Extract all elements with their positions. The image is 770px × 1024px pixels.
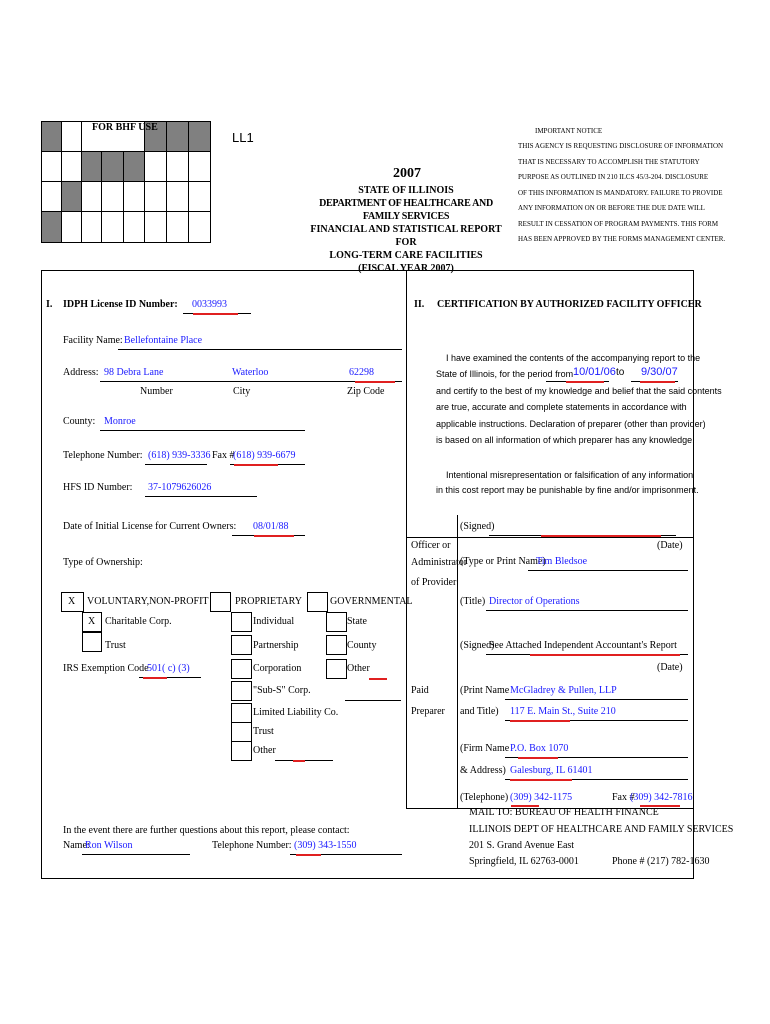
notice-title: IMPORTANT NOTICE [535, 127, 603, 135]
underline [345, 700, 401, 701]
certification-title: CERTIFICATION BY AUTHORIZED FACILITY OFFICER [437, 299, 702, 310]
notice-line: PURPOSE AS OUTLINED IN 210 ILCS 45/3-204. DISCLOSURE [518, 173, 709, 181]
mail-line: 201 S. Grand Avenue East [469, 840, 575, 851]
facility-label: Facility Name: [63, 335, 123, 346]
signed-label: (Signed) [460, 521, 495, 532]
license-label: IDPH License ID Number: [63, 299, 178, 310]
red-underline [254, 535, 294, 537]
address-value[interactable]: Galesburg, IL 61401 [510, 765, 593, 776]
form-year: 2007 [393, 166, 421, 181]
facility-value[interactable]: Bellefontaine Place [124, 335, 203, 346]
grid-cell [41, 151, 62, 182]
print-name-value[interactable]: McGladrey & Pullen, LLP [510, 685, 617, 696]
prop-other-checkbox[interactable] [231, 741, 252, 761]
header-line: (FISCAL YEAR 2007) [358, 263, 454, 274]
prop-item-label: Individual [253, 616, 295, 627]
period-to-word: to [616, 367, 625, 378]
grid-cell [166, 211, 189, 243]
red-underline [530, 654, 680, 656]
mail-line: MAIL TO: BUREAU OF HEALTH FINANCE [469, 807, 659, 818]
phone-value[interactable]: (618) 939-3336 [148, 450, 211, 461]
prop-trust-checkbox[interactable] [231, 722, 252, 742]
officer-label: Administrator [411, 557, 468, 568]
red-underline [541, 535, 661, 537]
address-label: & Address) [460, 765, 506, 776]
grid-cell [188, 181, 211, 212]
paid-preparer-label: Paid [411, 685, 429, 696]
hfs-label: HFS ID Number: [63, 482, 133, 493]
address-label: Address: [63, 367, 99, 378]
trust-checkbox[interactable] [82, 632, 102, 652]
red-underline [510, 779, 572, 781]
mail-phone: Phone # (217) 782-1630 [612, 856, 710, 867]
fax-2-label: Fax # [612, 792, 635, 803]
phone-label: Telephone Number: [63, 450, 143, 461]
officer-label: Officer or [411, 540, 451, 551]
notice-line: THIS AGENCY IS REQUESTING DISCLOSURE OF INFORMATION [518, 142, 724, 150]
type-name-value[interactable]: Tim Bledsoe [536, 556, 588, 567]
license-value[interactable]: 0033993 [192, 299, 227, 310]
sub-s-checkbox[interactable] [231, 681, 252, 701]
contact-name-label: Name: [63, 840, 90, 851]
paid-preparer-label: Preparer [411, 706, 445, 717]
fax-2-value[interactable]: (309) 342-7816 [630, 792, 693, 803]
trust-label: Trust [105, 640, 126, 651]
red-underline [193, 313, 238, 315]
grid-cell [166, 151, 189, 182]
telephone-value[interactable]: (309) 342-1175 [510, 792, 573, 803]
proprietary-label: PROPRIETARY [235, 596, 302, 607]
governmental-checkbox[interactable] [307, 592, 328, 612]
header-line: DEPARTMENT OF HEALTHCARE AND FAMILY SERVICES [319, 198, 493, 222]
state-checkbox[interactable] [326, 612, 347, 632]
llc-checkbox[interactable] [231, 703, 252, 723]
underline [486, 610, 688, 611]
grid-cell [166, 121, 189, 152]
date-2-label: (Date) [657, 662, 683, 673]
section-1-numeral: I. [46, 299, 53, 310]
underline [145, 496, 257, 497]
contact-text: In the event there are further questions about this report, please contact: [63, 825, 350, 836]
grid-cell [166, 181, 189, 212]
firm-value[interactable]: P.O. Box 1070 [510, 743, 569, 754]
gov-item-label: State [347, 616, 367, 627]
nonprofit-label: VOLUNTARY,NON-PROFIT [87, 596, 209, 607]
grid-cell [101, 211, 124, 243]
cert-line: and certify to the best of my knowledge and belief that the said contents [436, 386, 722, 396]
corporation-checkbox[interactable] [231, 659, 252, 679]
red-underline [518, 757, 558, 759]
period-to-value[interactable]: 9/30/07 [641, 366, 678, 378]
city-value[interactable]: Waterloo [232, 367, 269, 378]
grid-cell [81, 151, 102, 182]
underline [145, 464, 207, 465]
type-name-label: (Type or Print Name) [460, 556, 546, 567]
charitable-mark: X [88, 616, 96, 627]
nonprofit-mark: X [68, 596, 76, 607]
grid-cell [188, 121, 211, 152]
and-title-label: and Title) [460, 706, 499, 717]
grid-cell [123, 151, 145, 182]
prop-item-label: Corporation [253, 663, 302, 674]
grid-cell [81, 211, 102, 243]
title-label: (Title) [460, 596, 486, 607]
header-line: STATE OF ILLINOIS [358, 185, 454, 196]
cert-line: is based on all information of which preparer has any knowledge. [436, 435, 695, 445]
grid-cell [81, 181, 102, 212]
header-line: FINANCIAL AND STATISTICAL REPORT FOR [310, 224, 502, 248]
hfs-value[interactable]: 37-1079626026 [148, 482, 212, 493]
grid-cell [188, 151, 211, 182]
cert-line: are true, accurate and complete statements in accordance with [436, 402, 687, 412]
grid-cell [101, 181, 124, 212]
irs-value[interactable]: 501( c) (3) [147, 663, 190, 674]
irs-label: IRS Exemption Code [63, 663, 149, 674]
initial-license-value[interactable]: 08/01/88 [253, 521, 289, 532]
print-name-label: (Print Name [460, 685, 510, 696]
header-line: LONG-TERM CARE FACILITIES [329, 250, 483, 261]
grid-cell [144, 211, 167, 243]
underline [528, 570, 688, 571]
grid-cell [123, 181, 145, 212]
cert-line: I have examined the contents of the accompanying report to the [446, 353, 701, 363]
partnership-checkbox[interactable] [231, 635, 252, 655]
ownership-label: Type of Ownership: [63, 557, 143, 568]
charitable-label: Charitable Corp. [105, 616, 172, 627]
grid-cell [61, 151, 82, 182]
gov-item-label: Other [347, 663, 370, 674]
number-caption: Number [140, 386, 173, 397]
warning-line: Intentional misrepresentation or falsification of any information [446, 470, 694, 480]
notice-line: ANY INFORMATION ON OR BEFORE THE DUE DATE WILL [518, 204, 705, 212]
grid-cell [61, 121, 82, 152]
governmental-label: GOVERNMENTAL [330, 596, 413, 607]
individual-checkbox[interactable] [231, 612, 252, 632]
officer-label: of Provider [411, 577, 457, 588]
red-underline [640, 381, 675, 383]
contact-phone-label: Telephone Number: [212, 840, 292, 851]
red-underline [566, 381, 604, 383]
red-underline [234, 464, 278, 466]
title-value[interactable]: Director of Operations [489, 596, 580, 607]
county-value[interactable]: Monroe [104, 416, 136, 427]
street-value[interactable]: 98 Debra Lane [104, 367, 164, 378]
grid-cell [61, 211, 82, 243]
firm-label: (Firm Name [460, 743, 510, 754]
grid-cell [188, 211, 211, 243]
contact-phone-value[interactable]: (309) 343-1550 [294, 840, 357, 851]
prop-item-label: "Sub-S" Corp. [253, 685, 311, 696]
signed-2-value[interactable]: See Attached Independent Accountant's Report [489, 640, 677, 651]
prop-item-label: Partnership [253, 640, 299, 651]
form-header [300, 184, 512, 275]
contact-name-value[interactable]: Ron Wilson [85, 840, 133, 851]
date-label: (Date) [657, 540, 683, 551]
section-2-numeral: II. [414, 299, 425, 310]
red-underline [293, 760, 305, 762]
red-underline [296, 854, 321, 856]
warning-line: in this cost report may be punishable by fine and/or imprisonment. [436, 485, 699, 495]
fax-label: Fax # [212, 450, 235, 461]
county-checkbox[interactable] [326, 635, 347, 655]
telephone-label: (Telephone) [460, 792, 509, 803]
cert-line: State of Illinois, for the period from [436, 369, 574, 379]
grid-cell [41, 181, 62, 212]
grid-cell [41, 121, 62, 152]
notice-line: OF THIS INFORMATION IS MANDATORY. FAILURE TO PROVIDE [518, 188, 723, 197]
red-underline [510, 720, 570, 722]
prop-item-label: Other [253, 745, 276, 756]
gov-item-label: County [347, 640, 377, 651]
notice-line: RESULT IN CESSATION OF PROGRAM PAYMENTS. THIS FORM [518, 219, 719, 228]
red-underline [369, 678, 387, 680]
proprietary-checkbox[interactable] [210, 592, 231, 612]
grid-cell [41, 211, 62, 243]
underline [118, 349, 402, 350]
column-divider [406, 270, 407, 808]
underline [100, 430, 305, 431]
underline [505, 699, 688, 700]
grid-cell [123, 211, 145, 243]
mail-line: ILLINOIS DEPT OF HEALTHCARE AND FAMILY SERVICES [469, 824, 734, 835]
important-notice [518, 124, 725, 248]
grid-cell [61, 181, 82, 212]
grid-cell [144, 181, 167, 212]
bhf-use-label: FOR BHF USE [92, 122, 158, 133]
grid-cell [101, 151, 124, 182]
underline [82, 854, 190, 855]
notice-line: THAT IS NECESSARY TO ACCOMPLISH THE STATUTORY [518, 157, 700, 166]
red-underline [143, 677, 167, 679]
and-title-value[interactable]: 117 E. Main St., Suite 210 [510, 706, 616, 717]
county-label: County: [63, 416, 96, 427]
gov-other-checkbox[interactable] [326, 659, 347, 679]
zip-value[interactable]: 62298 [349, 367, 374, 378]
signed-2-label: (Signed) [460, 640, 495, 651]
fax-value[interactable]: (618) 939-6679 [233, 450, 296, 461]
prop-item-label: Trust [253, 726, 274, 737]
red-underline [355, 381, 395, 383]
period-from-value[interactable]: 10/01/06 [573, 366, 616, 378]
city-caption: City [233, 386, 251, 397]
section-divider [406, 537, 694, 538]
prop-item-label: Limited Liability Co. [253, 707, 339, 718]
form-code: LL1 [232, 130, 254, 145]
cert-line: applicable instructions. Declaration of preparer (other than provider) [436, 419, 706, 429]
mail-line: Springfield, IL 62763-0001 [469, 856, 579, 867]
zip-caption: Zip Code [347, 386, 385, 397]
initial-license-label: Date of Initial License for Current Owners: [63, 521, 237, 532]
notice-line: HAS BEEN APPROVED BY THE FORMS MANAGEMENT CENTER. [518, 235, 726, 243]
grid-cell [144, 151, 167, 182]
